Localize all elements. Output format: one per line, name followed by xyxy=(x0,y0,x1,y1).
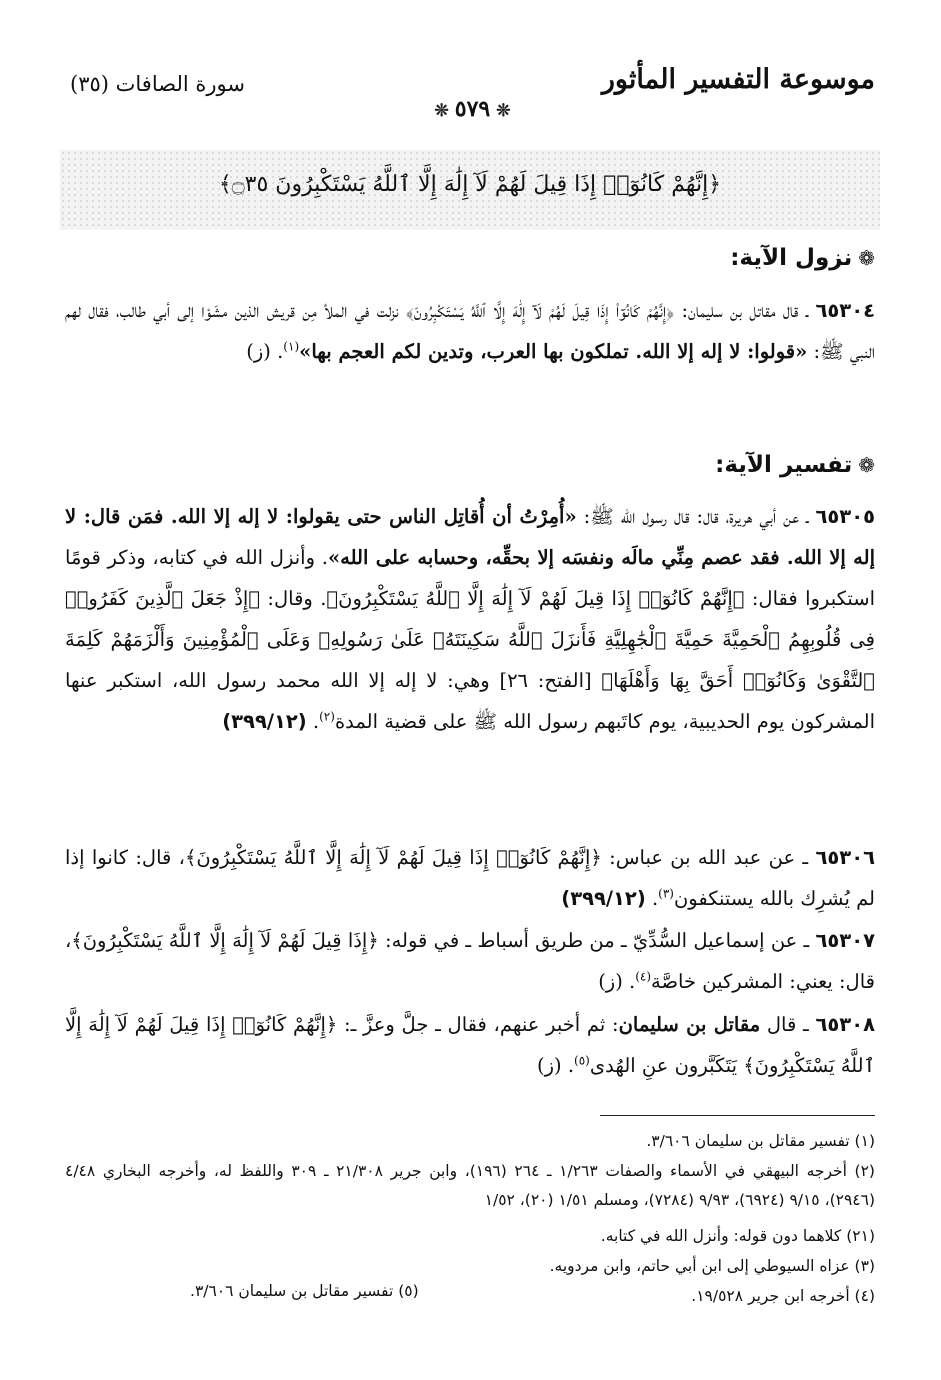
footnote-marker: (٣) xyxy=(658,886,674,901)
footnote-1: (١) تفسير مقاتل بن سليمان ٣/٦٠٦. xyxy=(646,1132,875,1150)
narration-tail: . (ز) xyxy=(537,1054,575,1077)
verse-text: ﴿إِنَّهُمْ كَانُوٓا۟ إِذَا قِيلَ لَهُمْ لَآ إِلَٰهَ إِلَّا ٱللَّهُ يَسْتَكْبِرُونَ ۝٣٥﴾ xyxy=(218,172,722,197)
narration-paragraph xyxy=(65,837,875,919)
narration-number: ٦٥٣٠٧ xyxy=(815,929,875,952)
page-number: ٥٧٩ xyxy=(454,96,491,122)
flower-icon: ❁ xyxy=(858,453,875,477)
book-title: موسوعة التفسير المأثور xyxy=(601,64,875,95)
footnote-marker: (٥) xyxy=(574,1053,590,1068)
ornament-icon: ❊ xyxy=(496,101,511,121)
narration-number: ٦٥٣٠٨ xyxy=(815,1013,875,1036)
narration-number: ٦٥٣٠٦ xyxy=(815,846,875,869)
section-heading-tafsir xyxy=(715,452,875,478)
narration-tail: . (ز) xyxy=(598,970,636,993)
narration-text: ـ عن عبد الله بن عباس: ﴿إِنَّهُمْ كَانُوٓا۟ إِذَا قِيلَ لَهُمْ لَآ إِلَٰهَ إِلَّا ٱللَّهُ يَسْتَكْبِرُونَ﴾، قال: كانوا إذا لم يُشرِك بالله يستنكفون xyxy=(65,846,875,910)
footnote-marker: (٤) xyxy=(635,969,652,984)
narration-tail: . xyxy=(306,710,320,733)
narration-text: ـ عن إسماعيل السُّدِّيّ ـ من طريق أسباط ـ في قوله: ﴿إِذَا قِيلَ لَهُمْ لَآ إِلَٰهَ إِلَّا ٱللَّهُ يَسْتَكْبِرُونَ﴾، قال: يعني: المشركين خاصَّة xyxy=(65,929,875,993)
footnote-divider xyxy=(600,1115,875,1116)
narration-tail: . (ز) xyxy=(246,340,284,363)
volume-reference: (٣٩٩/١٢) xyxy=(561,887,646,910)
narration-number: ٦٥٣٠٥ xyxy=(815,505,875,528)
narration-tail: . xyxy=(645,887,659,910)
narration-text: . وأنزل الله في كتابه، وذكر قومًا استكبروا فقال: ﴿إِنَّهُمْ كَانُوٓا۟ إِذَا قِيلَ لَهُمْ لَآ إِلَٰهَ إِلَّا ٱللَّهُ يَسْتَكْبِرُونَ﴾. وقال: ﴿إِذْ جَعَلَ ٱلَّذِينَ كَفَرُوا۟ فِى قُلُوبِهِمُ ٱلْحَمِيَّةَ حَمِيَّةَ ٱلْجَٰهِلِيَّةِ فَأَنزَلَ ٱللَّهُ سَكِينَتَهُۥ عَلَىٰ رَسُولِهِۦ وَعَلَى ٱلْمُؤْمِنِينَ وَأَلْزَمَهُمْ كَلِمَةَ ٱلتَّقْوَىٰ وَكَانُوٓا۟ أَحَقَّ بِهَا وَأَهْلَهَا﴾ [الفتح: ٢٦] وهي: لا إله إلا الله محمد رسول الله، استكبر عنها المشركون يوم الحديبية، يوم كاتَبهم رسول الله ﷺ على قضية المدة xyxy=(65,546,876,733)
flower-icon: ❁ xyxy=(858,246,875,270)
narration-text: ـ عن أبي هريرة، قال: قال رسول الله ﷺ: xyxy=(576,505,809,528)
verse-banner xyxy=(60,150,880,230)
section-heading-nuzul xyxy=(730,245,875,271)
narration-text: ـ قال مقاتل بن سليمان: ﴿إِنَّهُمْ كَانُوٓا۟ إِذَا قِيلَ لَهُمْ لَآ إِلَٰهَ إِلَّا ٱللَّهُ يَسْتَكْبِرُونَ﴾ نزلت في الملأ مِن قريش الذين مشَوْا إلى أبي طالب، فقال لهم النبي ﷺ: xyxy=(65,299,875,363)
footnote-3: (٣) عزاه السيوطي إلى ابن أبي حاتم، وابن مردويه. xyxy=(549,1257,875,1275)
page-number-block xyxy=(429,96,517,122)
narration-text: ـ قال xyxy=(760,1013,809,1036)
narration-paragraph xyxy=(65,1004,875,1086)
ornament-icon: ❊ xyxy=(434,101,449,121)
footnote-2-continuation: (٢١) كلاهما دون قوله: وأنزل الله في كتابه. xyxy=(600,1227,875,1245)
hadith-text: «قولوا: لا إله إلا الله. تملكون بها العرب، وتدين لكم العجم بها» xyxy=(299,340,808,363)
footnote-2: (٢) أخرجه البيهقي في الأسماء والصفات ١/٢٦٣ ـ ٢٦٤ (١٩٦)، وابن جرير ٢١/٣٠٨ ـ ٣٠٩ واللفظ له، وأخرجه البخاري ٤/٤٨ (٢٩٤٦)، ٩/١٥ (٦٩٢٤)، ٩/٩٣ (٧٢٨٤)، ومسلم ١/٥١ (٢٠)، ١/٥٢ xyxy=(65,1162,875,1209)
narration-paragraph xyxy=(65,496,875,742)
section-heading-label: نزول الآية: xyxy=(730,245,853,271)
footnote-5: (٥) تفسير مقاتل بن سليمان ٣/٦٠٦. xyxy=(190,1282,419,1300)
narrator-name: مقاتل بن سليمان xyxy=(618,1013,761,1036)
footnote-marker: (٢) xyxy=(319,709,335,724)
running-header xyxy=(70,62,875,122)
hadith-text: «أُمِرْتُ أن أُقاتِل الناس حتى يقولوا: لا إله إلا الله. فمَن قال: لا إله إلا الله. فقد عصم مِنِّي مالَه ونفسَه إلا بحقِّه، وحسابه على الله» xyxy=(65,505,875,569)
section-heading-label: تفسير الآية: xyxy=(715,452,853,478)
narration-text: : ثم أخبر عنهم، فقال ـ جلَّ وعزَّ ـ: ﴿إِنَّهُمْ كَانُوٓا۟ إِذَا قِيلَ لَهُمْ لَآ إِلَٰهَ إِلَّا ٱللَّهُ يَسْتَكْبِرُونَ﴾ يَتَكَبَّرون عنِ الهُدى xyxy=(65,1013,875,1077)
footnote-4: (٤) أخرجه ابن جرير ١٩/٥٢٨. xyxy=(691,1287,875,1305)
surah-title: سورة الصافات (٣٥) xyxy=(70,72,245,96)
narration-paragraph xyxy=(65,290,875,372)
footnote-marker: (١) xyxy=(283,339,300,354)
narration-paragraph xyxy=(65,920,875,1002)
volume-reference: (٣٩٩/١٢) xyxy=(222,710,307,733)
narration-number: ٦٥٣٠٤ xyxy=(815,299,875,322)
